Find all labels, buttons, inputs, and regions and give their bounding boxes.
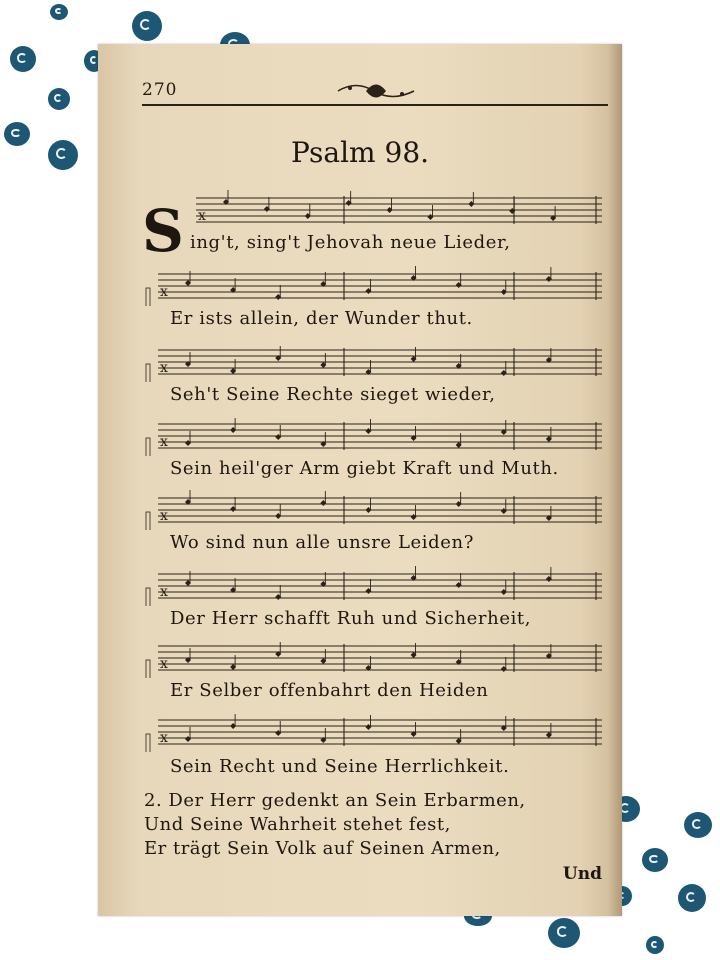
lyric-line: Wo sind nun alle unsre Leiden? <box>170 532 474 553</box>
lyric-line: Seh't Seine Rechte sieget wieder, <box>170 384 496 405</box>
music-staff <box>144 342 604 382</box>
music-staff <box>144 266 604 306</box>
decorative-dot <box>10 46 36 72</box>
catchword: Und <box>562 864 602 884</box>
drop-cap: S <box>142 197 184 265</box>
svg-text:x: x <box>160 284 168 300</box>
music-staff <box>144 490 604 530</box>
page-title: Psalm 98. <box>290 136 430 169</box>
decorative-dot <box>646 936 664 954</box>
decorative-dot <box>684 812 712 838</box>
decorative-dot <box>48 140 78 170</box>
lyric-line: Er ists allein, der Wunder thut. <box>170 308 473 329</box>
verse-line: 2. Der Herr gedenkt an Sein Erbarmen, <box>144 790 526 811</box>
verse-line: Und Seine Wahrheit stehet fest, <box>144 814 451 835</box>
svg-text:x: x <box>160 730 168 746</box>
music-staff <box>144 712 604 752</box>
decorative-dot <box>48 88 70 110</box>
lyric-line: Sein Recht und Seine Herrlichkeit. <box>170 756 510 777</box>
svg-text:x: x <box>160 508 168 524</box>
lyric-line: ing't, sing't Jehovah neue Lieder, <box>190 232 511 253</box>
decorative-dot <box>50 4 68 20</box>
lyric-line: Sein heil'ger Arm giebt Kraft und Muth. <box>170 458 559 479</box>
decorative-dot <box>678 884 706 912</box>
lyric-line: Der Herr schafft Ruh und Sicherheit, <box>170 608 532 629</box>
svg-text:x: x <box>160 434 168 450</box>
header-rule <box>142 104 608 106</box>
verse-line: Er trägt Sein Volk auf Seinen Armen, <box>144 838 501 859</box>
decorative-dot <box>548 918 580 948</box>
music-staff <box>144 638 604 678</box>
svg-text:x: x <box>198 208 206 224</box>
svg-text:x: x <box>160 584 168 600</box>
decorative-dot <box>642 848 668 872</box>
page-number: 270 <box>142 80 178 100</box>
lyric-line: Er Selber offenbahrt den Heiden <box>170 680 489 701</box>
music-staff <box>144 190 604 230</box>
music-staff <box>144 566 604 606</box>
svg-text:x: x <box>160 360 168 376</box>
decorative-dot <box>132 11 162 41</box>
book-page <box>98 44 622 916</box>
svg-text:x: x <box>160 656 168 672</box>
header-ornament <box>336 76 416 106</box>
music-staff <box>144 416 604 456</box>
decorative-dot <box>4 122 30 146</box>
